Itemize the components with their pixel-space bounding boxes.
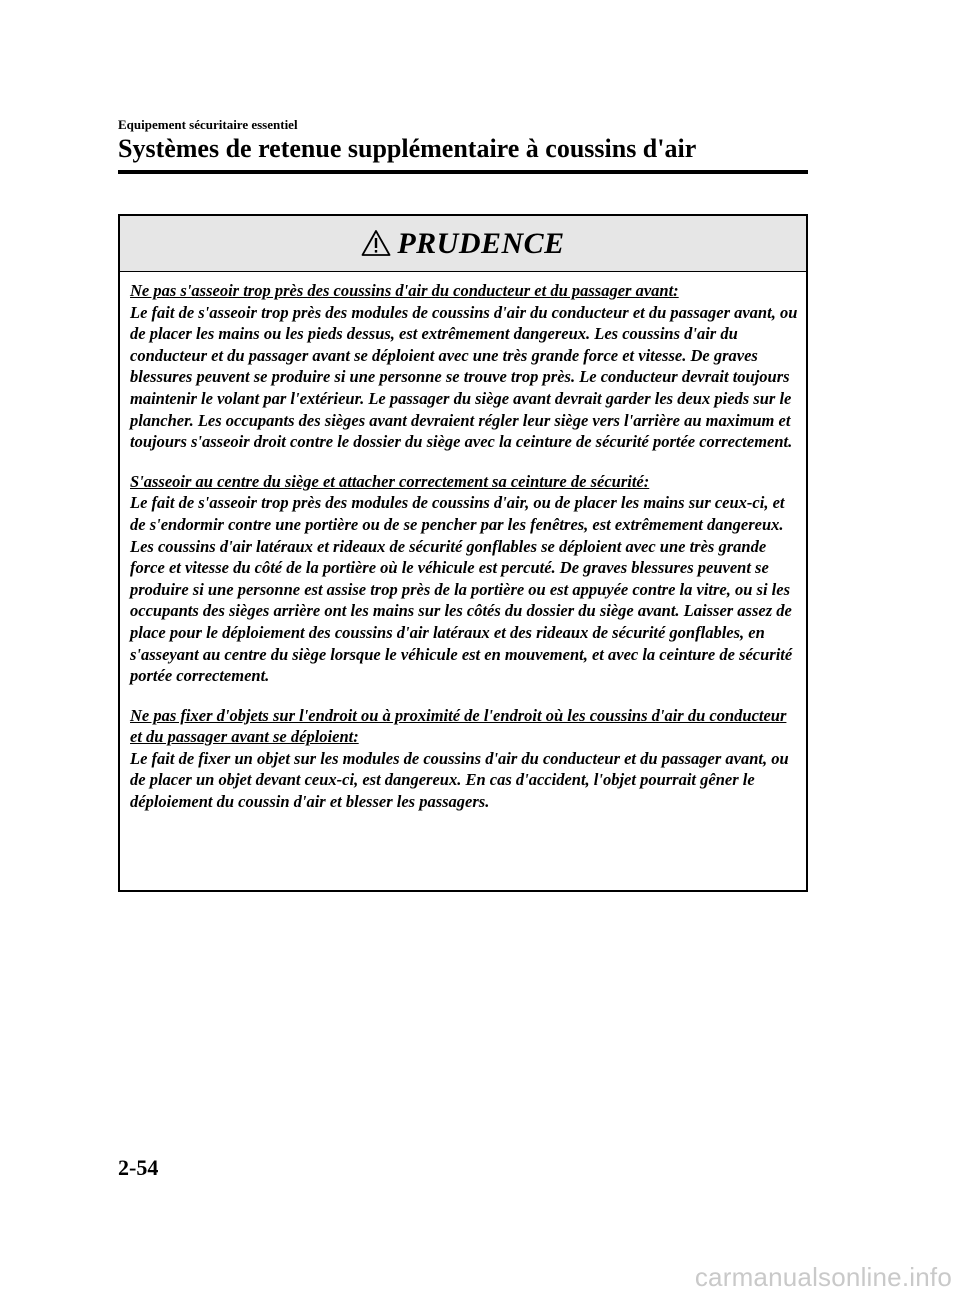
page-number: 2-54 (118, 1155, 159, 1180)
caution-title: PRUDENCE (397, 226, 565, 260)
paragraph-heading: Ne pas s'asseoir trop près des coussins d'air du conducteur et du passager avant: (130, 281, 679, 300)
caution-box (118, 214, 808, 892)
title-rule (118, 170, 808, 174)
paragraph-text: Le fait de s'asseoir trop près des modules de coussins d'air du conducteur et du passager avant, ou de placer les mains ou les pieds dessus, est extrêmement dangereux. Les coussins d'air du conducteur et du passager avant se déploient avec une très grande force et vitesse. De graves blessures peuvent se produire si une personne se trouve trop près. Le conducteur devrait toujours maintenir le volant par l'extérieur. Le passager du siège avant devrait garder les deux pieds sur le plancher. Les occupants des sièges avant devraient régler leur siège vers l'arrière au maximum et toujours s'asseoir droit contre le dossier du siège avec la ceinture de sécurité portée correctement. (130, 302, 798, 452)
caution-paragraph (130, 280, 798, 453)
caution-body (120, 272, 806, 813)
paragraph-heading: Ne pas fixer d'objets sur l'endroit ou à proximité de l'endroit où les coussins d'air du conducteur et du passager avant se déploient: (130, 705, 787, 747)
paragraph-heading: S'asseoir au centre du siège et attacher correctement sa ceinture de sécurité: (130, 471, 650, 491)
caution-paragraph (130, 705, 798, 813)
section-label: Equipement sécuritaire essentiel (118, 117, 298, 132)
watermark: carmanualsonline.info (694, 1262, 952, 1292)
caution-paragraph (130, 471, 798, 687)
page-title: Systèmes de retenue supplémentaire à coussins d'air (118, 134, 697, 163)
paragraph-text: Le fait de fixer un objet sur les modules de coussins d'air du conducteur et du passager avant, ou de placer un objet devant ceux-ci, est dangereux. En cas d'accident, l'objet pourrait gêner le déploiement du coussin d'air et blesser les passagers. (130, 748, 789, 812)
caution-header (120, 216, 806, 272)
paragraph-text: Le fait de s'asseoir trop près des modules de coussins d'air, ou de placer les mains sur ceux-ci, et de s'endormir contre une portière ou de se pencher par les fenêtres, est extrêmement dangereux. Les coussins d'air latéraux et rideaux de sécurité gonflables se déploient avec une très grande force et vitesse du côté de la portière où le véhicule est percuté. De graves blessures peuvent se produire si une personne est assise trop près de la portière ou est appuyée contre la vitre, ou si les occupants des sièges arrière ont les mains sur les côtés du dossier du siège avant. Laisser assez de place pour le déploiement des coussins d'air latéraux et des rideaux de sécurité gonflables, en s'asseyant au centre du siège lorsque le véhicule est en mouvement, et avec la ceinture de sécurité portée correctement. (130, 493, 793, 686)
warning-triangle-icon (361, 229, 391, 257)
